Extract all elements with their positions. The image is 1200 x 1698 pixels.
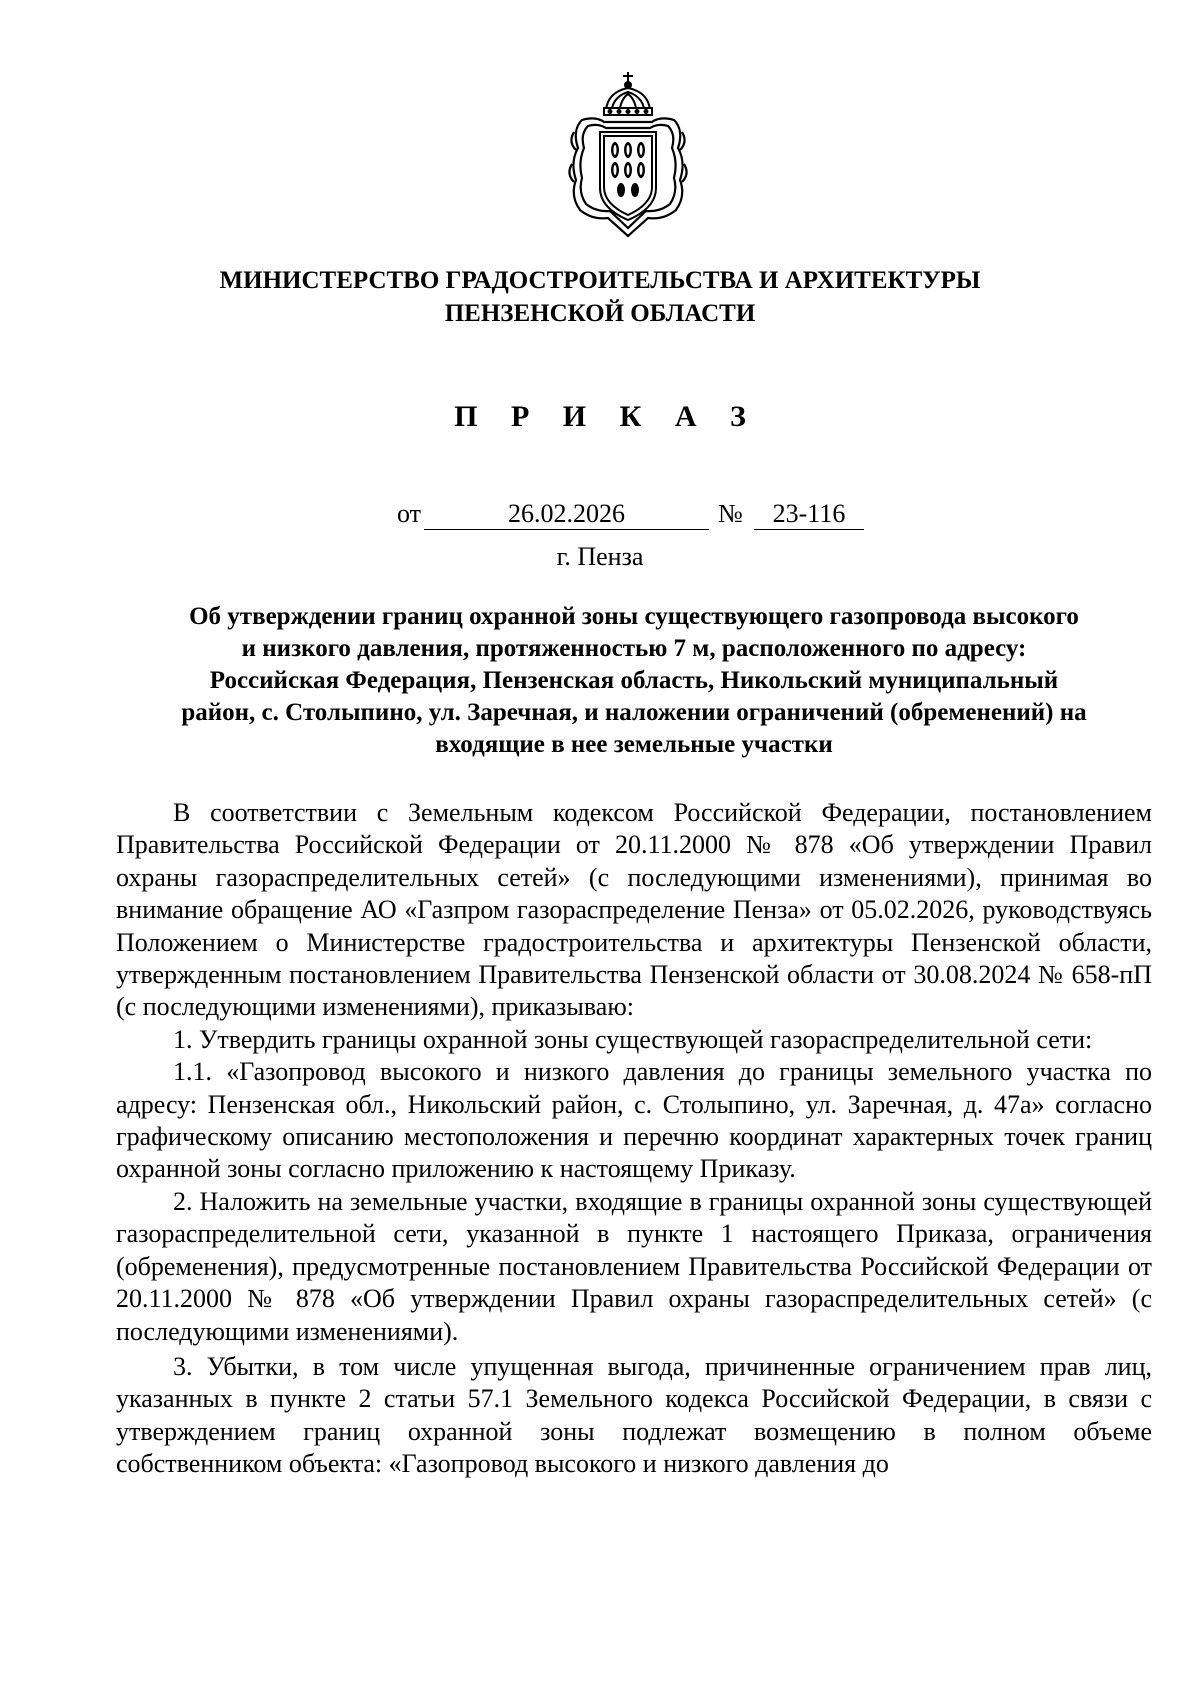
title-line: Российская Федерация, Пензенская область, Никольский муниципальный <box>209 667 1059 694</box>
number-sign: № <box>718 499 743 528</box>
city-line: г. Пенза <box>556 542 644 571</box>
document-number: 23-116 <box>754 497 864 530</box>
title-line: район, с. Столыпино, ул. Заречная, и наложении ограничений (обременений) на <box>181 699 1087 726</box>
title-line: входящие в нее земельные участки <box>435 731 833 758</box>
clause-1-paragraph: 1. Утвердить границы охранной зоны существующей газораспределительной сети: <box>173 1024 1093 1054</box>
title-line: Об утверждении границ охранной зоны существующего газопровода высокого <box>189 603 1079 630</box>
document-title <box>118 601 1150 761</box>
ministry-name-line-1: МИНИСТЕРСТВО ГРАДОСТРОИТЕЛЬСТВА И АРХИТЕКТУРЫ <box>219 267 981 294</box>
clause-3-paragraph: 3. Убытки, в том числе упущенная выгода, причиненные ограничением прав лиц, указанных в пункте 2 статьи 57.1 Земельного кодекса Российской Федерации, в связи с утверждением границ охранной зоны подлежат возмещению в полном объеме собственником объекта: «Газопровод высокого и низкого давления до <box>116 1351 1152 1479</box>
coat-of-arms-emblem <box>568 70 688 242</box>
document-body <box>116 797 1152 1481</box>
preamble-paragraph: В соответствии с Земельным кодексом Российской Федерации, постановлением Правительства Российской Федерации от 20.11.2000 № 878 «Об утверждении Правил охраны газораспределительных сетей» (с последующими изменениями), принимая во внимание обращение АО «Газпром газораспределение Пенза» от 05.02.2026, руководствуясь Положением о Министерстве градостроительства и архитектуры Пензенской области, утвержденным постановлением Правительства Пензенской области от 30.08.2024 № 658-пП (с последующими изменениями), приказываю: <box>116 798 1152 1022</box>
title-line: и низкого давления, протяженностью 7 м, расположенного по адресу: <box>241 635 1027 662</box>
ministry-name-line-2: ПЕНЗЕНСКОЙ ОБЛАСТИ <box>444 300 756 327</box>
clause-1-1-paragraph: 1.1. «Газопровод высокого и низкого давления до границы земельного участка по адресу: Пензенская обл., Никольский район, с. Столыпино, ул. Заречная, д. 47а» согласно графическому описанию местоположения и перечню координат характерных точек границ охранной зоны согласно приложению к настоящему Приказу. <box>116 1057 1152 1184</box>
date-prefix: от <box>397 499 422 528</box>
document-date: 26.02.2026 <box>424 497 709 530</box>
clause-2-paragraph: 2. Наложить на земельные участки, входящие в границы охранной зоны существующей газораспределительной сети, указанной в пункте 1 настоящего Приказа, ограничения (обременения), предусмотренные постановлением Правительства Российской Федерации от 20.11.2000 № 878 «Об утверждении Правил охраны газораспределительных сетей» (с последующими изменениями). <box>116 1186 1152 1346</box>
document-type-heading: П Р И К А З <box>454 400 759 433</box>
